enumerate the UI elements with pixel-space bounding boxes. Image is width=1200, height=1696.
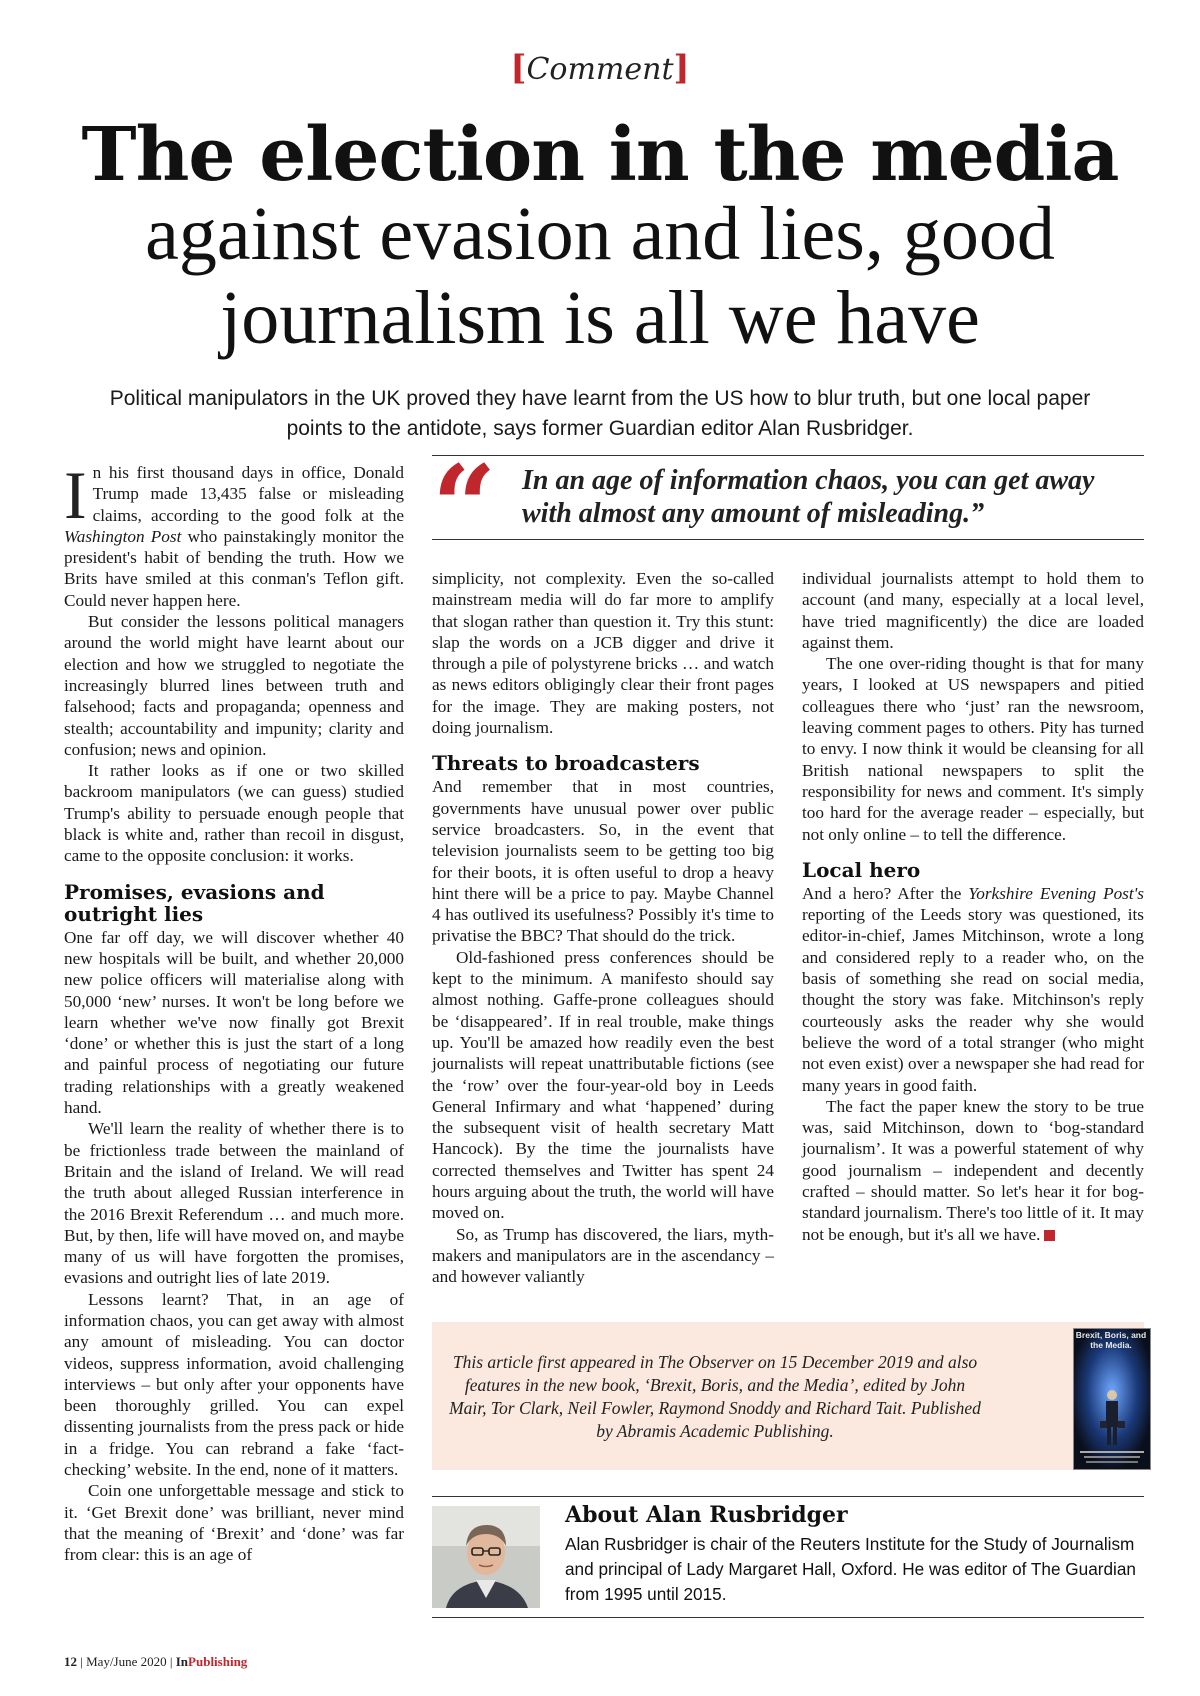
page-number: 12 (64, 1654, 77, 1669)
kicker-label: Comment (526, 52, 674, 87)
end-mark-icon (1044, 1230, 1055, 1241)
author-photo (432, 1506, 540, 1608)
paragraph (64, 457, 404, 611)
subheading: Local hero (802, 857, 921, 882)
about-heading: About Alan Rusbridger (565, 1502, 848, 1528)
pull-quote-bottom-rule (432, 539, 1144, 540)
book-cover-illustration (1074, 1329, 1150, 1469)
article-column-1 (64, 457, 404, 1566)
text-run: The fact the paper knew the story to be true was, said Mitchinson, down to ‘bog-standard journalism’. It was a powerful statement of why good journalism – independent and decently crafted – should matter. So let's hear it for bog-standard journalism. There's too little of it. It may not be enough, but it's all we have. (802, 1096, 1144, 1244)
headline-main: The election in the media (81, 112, 1119, 198)
brand-publishing: Publishing (188, 1654, 248, 1669)
text-run: n his first thousand days in office, Donald Trump made 13,435 false or misleading claims, according to the good folk at the (92, 463, 404, 525)
paragraph: individual journalists attempt to hold them to account (and many, especially at a local level, have tried magnificently) the dice are loaded against them. (802, 569, 1144, 652)
paragraph (802, 1096, 1144, 1245)
paragraph: And remember that in most countries, governments have unusual power over public service broadcasters. So, in the event that television journalists seem to be getting too big for their boots, it is often useful to drop a heavy hint there will be a price to pay. Maybe Channel 4 has outlived its usefulness? Possibly it's time to privatise the BBC? That should do the trick. (432, 777, 774, 946)
page-footer (64, 1654, 247, 1670)
paragraph: But consider the lessons political managers around the world might have learnt about our election and how we struggled to negotiate the increasingly blurred lines between truth and falsehood; facts and propaganda; openness and stealth; accountability and impunity; clarity and confusion; news and opinion. (64, 612, 404, 759)
headline-sub: against evasion and lies, good journalism is all we have (145, 192, 1055, 360)
quote-mark-icon: “ (432, 442, 497, 573)
publication-name: Yorkshire Evening Post's (968, 883, 1144, 903)
text-run: reporting of the Leeds story was questioned, its editor-in-chief, James Mitchinson, wrote a long and considered reply to a reader who, on the basis of something she read on social media, thought the story was fake. Mitchinson's reply courteously asks the reader why she would believe the word of a total stranger (who might not even exist) over a newspaper she had read for many years in good faith. (802, 905, 1144, 1095)
pull-quote: In an age of information chaos, you can get away with almost any amount of misleading.” (522, 465, 1095, 529)
text-run: And a hero? After the (802, 883, 962, 903)
footer-separator: | (169, 1654, 173, 1669)
book-cover-title: Brexit, Boris, and the Media. (1075, 1330, 1147, 1350)
paragraph: simplicity, not complexity. Even the so-called mainstream media will do far more to amplify that slogan rather than question it. Try this stunt: slap the words on a JCB digger and drive it through a pile of polystyrene bricks … and watch as news editors obligingly clear their front pages for the image. They are making posters, not doing journalism. (432, 569, 774, 738)
standfirst: Political manipulators in the UK proved they have learnt from the US how to blur truth, but one local paper points to the antidote, says former Guardian editor Alan Rusbridger. (109, 387, 1091, 440)
section-kicker (0, 48, 1200, 88)
publication-name: Washington Post (64, 526, 182, 546)
kicker-bracket-open: [ (510, 48, 527, 88)
kicker-bracket-close: ] (673, 48, 690, 88)
footer-separator: | (80, 1654, 83, 1669)
about-top-rule (432, 1496, 1144, 1497)
text-run: who painstakingly monitor the president's habit of bending the truth. How we Brits have smiled at this conman's Teflon gift. Could never happen here. (64, 526, 404, 610)
article-column-3 (802, 568, 1144, 1245)
paragraph: One far off day, we will discover whether 40 new hospitals will be built, and whether 20,000 new police officers will materialise along with 50,000 ‘new’ nurses. It won't be long before we learn whether we've now finally got Brexit ‘done’ or whether this is just the start of a long and painful process of negotiating our future trading relationships with a greatly weakened hand. (64, 927, 404, 1118)
paragraph: It rather looks as if one or two skilled backroom manipulators (we can guess) studied Trump's ability to persuade enough people that black is white and, rather than recoil in disgust, came to the opposite conclusion: it works. (64, 761, 404, 866)
paragraph: We'll learn the reality of whether there is to be frictionless trade between the mainland of Britain and the island of Ireland. We will read the truth about alleged Russian interference in the 2016 Brexit Referendum … and much more. But, by then, life will have moved on, and maybe many of us will have forgotten the promises, evasions and outright lies of late 2019. (64, 1119, 404, 1288)
issue-date: May/June 2020 (86, 1654, 167, 1669)
paragraph: So, as Trump has discovered, the liars, myth-makers and manipulators are in the ascendancy – and however valiantly (432, 1224, 774, 1287)
paragraph (802, 883, 1144, 1096)
subheading: Threats to broadcasters (432, 751, 700, 776)
paragraph: Old-fashioned press conferences should be kept to the minimum. A manifesto should say almost nothing. Gaffe-prone colleagues should be ‘disappeared’. If in real trouble, make things up. You'll be amazed how readily even the best journalists will repeat unattributable fictions (see the ‘row’ over the four-year-old boy in Leeds General Infirmary and what ‘happened’ during the subsequent visit of health secretary Matt Hancock). By the time the journalists have corrected themselves and Twitter has spent 24 hours arguing about the truth, the world will have moved on. (432, 947, 774, 1223)
paragraph: The one over-riding thought is that for many years, I looked at US newspapers and pitied colleagues there who ‘just’ ran the newsroom, leaving comment pages to others. Pity has turned to envy. I now think it would be cleansing for all British national newspapers to split the responsibility for news and comment. It's simply too hard for the average reader – especially, but not only online – to tell the difference. (802, 654, 1144, 844)
about-bottom-rule (432, 1617, 1144, 1618)
paragraph: Lessons learnt? That, in an age of information chaos, you can get away with almost any amount of misleading. You can doctor videos, suppress information, avoid challenging interviews – but only after your opponents have been thoroughly grilled. You can expel dissenting journalists from the press pack or hide in a fridge. You can rebrand a fake ‘fact-checking’ website. In the end, none of it matters. (64, 1289, 404, 1480)
author-portrait (432, 1506, 540, 1608)
book-promo-text: This article first appeared in The Observer on 15 December 2019 and also features in the new book, ‘Brexit, Boris, and the Media’, edited by John Mair, Tor Clark, Neil Fowler, Raymond Snoddy and Richard Tait. Published by Abramis Academic Publishing. (449, 1352, 981, 1441)
about-text: Alan Rusbridger is chair of the Reuters Institute for the Study of Journalism and principal of Lady Margaret Hall, Oxford. He was editor of The Guardian from 1995 until 2015. (565, 1534, 1136, 1604)
article-column-2 (432, 568, 774, 1288)
drop-cap: I (64, 457, 87, 533)
paragraph: Coin one unforgettable message and stick to it. ‘Get Brexit done’ was brilliant, never mind that the meaning of ‘Brexit’ and ‘done’ was far from clear: this is an age of (64, 1481, 404, 1565)
subheading: Promises, evasions and outright lies (64, 879, 325, 926)
brand-in: In (175, 1654, 189, 1669)
pull-quote-top-rule (432, 455, 1144, 456)
